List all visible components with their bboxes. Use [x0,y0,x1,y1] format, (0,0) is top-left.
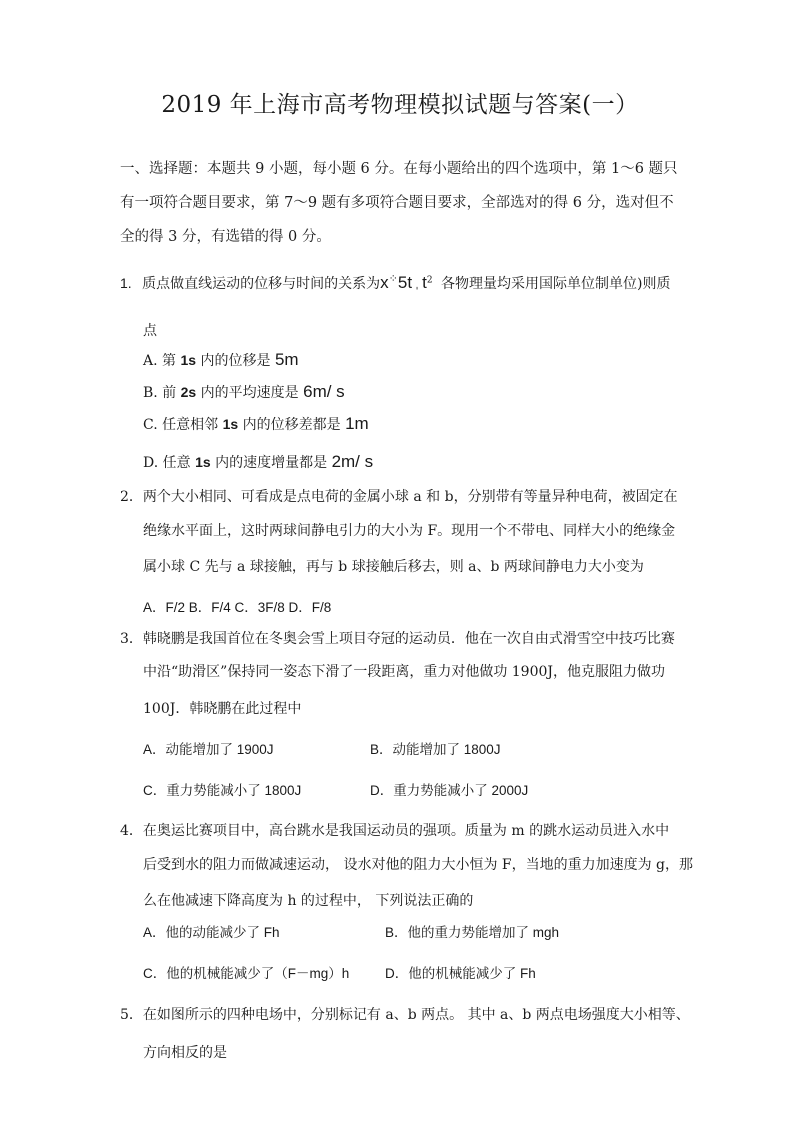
question-3-line-3: 100J．韩晓鹏在此过程中 [143,701,302,717]
question-4-line-3: 么在他减速下降高度为 h 的过程中， 下列说法正确的 [143,893,474,909]
question-1-stem: 1. 质点做直线运动的位移与时间的关系为x⁘5t ˌ $t^2$ 各物理量均采用国际单位制单位)则质 [120,272,671,292]
question-1-stem-cont: 点 [143,323,157,339]
question-4-line-2: 后受到水的阻力而做减速运动， 设水对他的阻力大小恒为 F，当地的重力加速度为 g，那 [143,857,694,873]
question-4-option-d: D．他的机械能减少了 Fh [385,966,536,981]
question-3-option-d: D．重力势能减小了 2000J [370,783,529,798]
question-5-line-1: 5．在如图所示的四种电场中，分别标记有 a、b 两点。 其中 a、b 两点电场强度大小相等、 [120,1007,690,1023]
question-4-option-c: C．他的机械能减少了（F－mg）h [143,966,350,981]
question-4-option-a: A．他的动能减少了 Fh [143,925,280,940]
question-3-line-2: 中沿“助滑区”保持同一姿态下滑了一段距离，重力对他做功 1900J，他克服阻力做功 [143,664,666,680]
page-title: 2019 年上海市高考物理模拟试题与答案(一） [161,92,639,118]
question-3-option-b: B．动能增加了 1800J [370,742,501,757]
question-1-option-a: A. 第 1s 内的位移是 5m [143,350,299,369]
question-1-option-d: D. 任意 1s 内的速度增量都是 2m/ s [143,452,374,471]
question-1-option-c: C. 任意相邻 1s 内的位移差都是 1m [143,414,369,433]
formula-dots: ⁘ [388,272,398,285]
question-2-line-1: 2．两个大小相同、可看成是点电荷的金属小球 a 和 b，分别带有等量异种电荷，被固定在 [120,489,678,505]
question-2-line-2: 绝缘水平面上，这时两球间静电引力的大小为 F。现用一个不带电、同样大小的绝缘金 [143,523,676,539]
question-4-option-b: B．他的重力势能增加了 mgh [385,925,560,940]
question-3-option-a: A．动能增加了 1900J [143,742,274,757]
question-3-option-c: C．重力势能减小了 1800J [143,783,302,798]
section-instructions: 一、选择题：本题共 9 小题，每小题 6 分。在每小题给出的四个选项中，第 1～6 题只有一项符合题目要求，第 7～9 题有多项符合题目要求，全部选对的得 6 分，选对但不全的得 3 分，有选错的得 0 分。 [120,161,678,245]
question-3-line-1: 3．韩晓鹏是我国首位在冬奥会雪上项目夺冠的运动员．他在一次自由式滑雪空中技巧比赛 [120,631,675,647]
question-4-line-1: 4．在奥运比赛项目中，高台跳水是我国运动员的强项。质量为 m 的跳水运动员进入水中 [120,823,670,839]
question-2-options: A．F/2 B．F/4 C．3F/8 D．F/8 [143,600,332,615]
question-5-line-2: 方向相反的是 [143,1045,227,1061]
question-2-line-3: 属小球 C 先与 a 球接触，再与 b 球接触后移去，则 a、b 两球间静电力大小变为 [143,559,644,575]
question-1-option-b: B. 前 2s 内的平均速度是 6m/ s [143,382,345,401]
